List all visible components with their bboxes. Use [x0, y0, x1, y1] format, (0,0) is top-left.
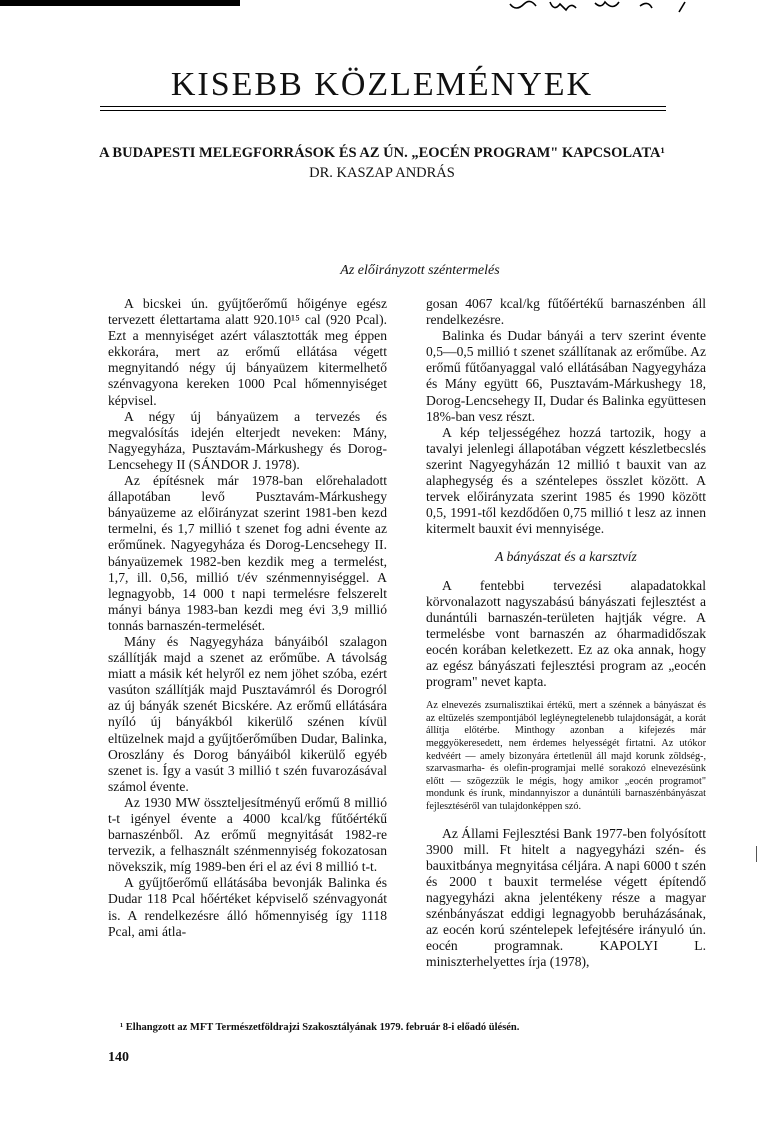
- title-rule-bottom: [100, 110, 666, 111]
- paragraph: A fentebbi tervezési alapadatokkal körvonalazott nagyszabású bányászati fejlesztést a dunántúli barnaszén-területen hajtják végre. A termelésbe vont barnaszén az óharmadidőszak eocén korában keletkezett. Ez az oka annak, hogy az egész bányászati fejlesztési program az „eocén program" nevet kapta.: [426, 577, 706, 690]
- paragraph: A négy új bányaüzem a tervezés és megvalósítás idején elterjedt neveken: Mány, Nagyegyháza, Pusztavám-Márkushegy és Dorog-Lencsehegy II (SÁNDOR J. 1978).: [108, 408, 387, 472]
- footnote: ¹ Elhangzott az MFT Természetföldrajzi Szakosztályának 1979. február 8-i előadó ülésén.: [120, 1022, 520, 1033]
- paragraph: Az építésnek már 1978-ban előrehaladott állapotában levő Pusztavám-Márkushegy bányaüzeme az előirányzat szerint 1981-ben kezd termelni, és 1,7 millió t szenet fog adni évente az erőműnek. Nagyegyháza és Dorog-Lencsehegy II. bányaüzemek 1982-ben kezdik meg a termelést, 1,7, ill. 0,56, millió t/év szénmennyiséggel. A legnagyobb, 14 000 t napi termelésre felszerelt mányi bánya 1983-ban kezdi meg évi 3,9 millió tonnás barnaszén-termelését.: [108, 473, 387, 633]
- title-rule-top: [100, 106, 666, 107]
- paragraph: Az 1930 MW összteljesítményű erőmű 8 millió t-t igényel évente a 4000 kcal/kg fűtőértékű barnaszénből. Az erőmű megnyitását 1982-re tervezik, a felhasznált szénmennyiség fokozatosan növekszik, míg 1989-ben éri el az évi 8 millió t-t.: [108, 794, 387, 875]
- subheading-mining-and-karst-water: A bányászat és a karsztvíz: [495, 549, 637, 565]
- page-number: 140: [108, 1050, 129, 1065]
- paragraph: Mány és Nagyegyháza bányáiból szalagon szállítják majd a szenet az erőműbe. A távolság miatt a másik két helyről ez nem jöhet szóba, ezért vasúton szállítják majd Pusztavámról és Dorogról az új bányák szenét Bicskére. Az erőmű ellátására nyíló új bányákból kikerülő szénen kívül eltüzelnek majd a gyűjtőerőműben Dudar, Balinka, Oroszlány és Dorog bányáiból kikerülő egyéb szenet is. Így a vasút 3 millió t szén fuvarozásával számol évente.: [108, 633, 387, 794]
- article-title: A BUDAPESTI MELEGFORRÁSOK ÉS AZ ÚN. „EOCÉN PROGRAM" KAPCSOLATA¹: [99, 145, 665, 161]
- paragraph: Balinka és Dudar bányái a terv szerint évente 0,5—0,5 millió t szenet szállítanak az erőműbe. Az erőmű fűtőanyaggal való ellátásában Nagyegyháza és Mány együtt 66, Pusztavám-Márkushegy 18, Dorog-Lencsehegy II, Dudar és Balinka együttesen 18%-ban vesz részt.: [426, 328, 706, 424]
- paragraph: A kép teljességéhez hozzá tartozik, hogy a tavalyi jelenlegi állapotában végzett készletbecslés szerint Nagyegyházán 12 millió t bauxit van az alaphegység és a széntelepes összlet között. A tervek előirányzata szerint 1985 és 1990 között 0,5, 1991-től kezdődően 0,75 millió t lesz az innen kitermelt bauxit évi mennyisége.: [426, 424, 706, 537]
- boxed-note: Az elnevezés zsurnalisztikai értékű, mert a szénnek a bányászat és az eltüzelés szempontjából legléynegtelenebb tulajdonságát, a korát állítja előtérbe. Minthogy azonban a kifejezés már meggyökeresedett, nem érdemes helyességét firtatni. Az utókor kedvéért — amely bizonyára értetlenül áll majd korunk zöldség-, szarvasmarha- és olefin-programjai mellé sorakozó elnevezésünk előtt — szögezzük le mégis, hogy amikor „eocén programot" mondunk és írunk, mindannyiszor a dunántúli barnaszénbányászat fejlesztéséről van tulajdonképpen szó.: [426, 700, 706, 812]
- paragraph: Az Állami Fejlesztési Bank 1977-ben folyósított 3900 mill. Ft hitelt a nagyegyházi szén- és bauxitbánya megnyitása céljára. A napi 6000 t szén és 2000 t bauxit termelése végett építendő nagyegyházi akna jelentékeny része a magyar szénbányászat eddigi legnagyobb beruházásának, az eocén korú széntelepek lefejtésére irányuló ún. eocén programnak. KAPOLYI L. miniszterhelyettes írja (1978),: [426, 825, 706, 970]
- left-column: [108, 296, 387, 940]
- author-name: DR. KASZAP ANDRÁS: [309, 165, 455, 181]
- top-decorative-bar: [0, 0, 240, 6]
- handwritten-marks: [500, 0, 700, 14]
- paragraph: A gyűjtőerőmű ellátásába bevonják Balinka és Dudar 118 Pcal hőértéket képviselő szénvagyonát is. A rendelkezésre álló hőmennyiség így 1118 Pcal, ami átla-: [108, 875, 387, 939]
- paragraph: gosan 4067 kcal/kg fűtőértékű barnaszénben áll rendelkezésre.: [426, 296, 706, 328]
- margin-mark: [756, 846, 761, 862]
- subheading-planned-coal-production: Az előirányzott széntermelés: [340, 263, 500, 278]
- section-title: KISEBB KÖZLEMÉNYEK: [170, 66, 594, 103]
- right-column: [426, 296, 706, 970]
- paragraph: A bicskei ún. gyűjtőerőmű hőigénye egész tervezett élettartama alatt 920.10¹⁵ cal (920 Pcal). Ezt a mennyiséget azért választották meg éppen ekkorára, mert az erőmű ellátása végett megnyitandó négy új bányaüzem kitermelhető szénvagyona kereken 1000 Pcal hőmennyiséget képvisel.: [108, 296, 387, 408]
